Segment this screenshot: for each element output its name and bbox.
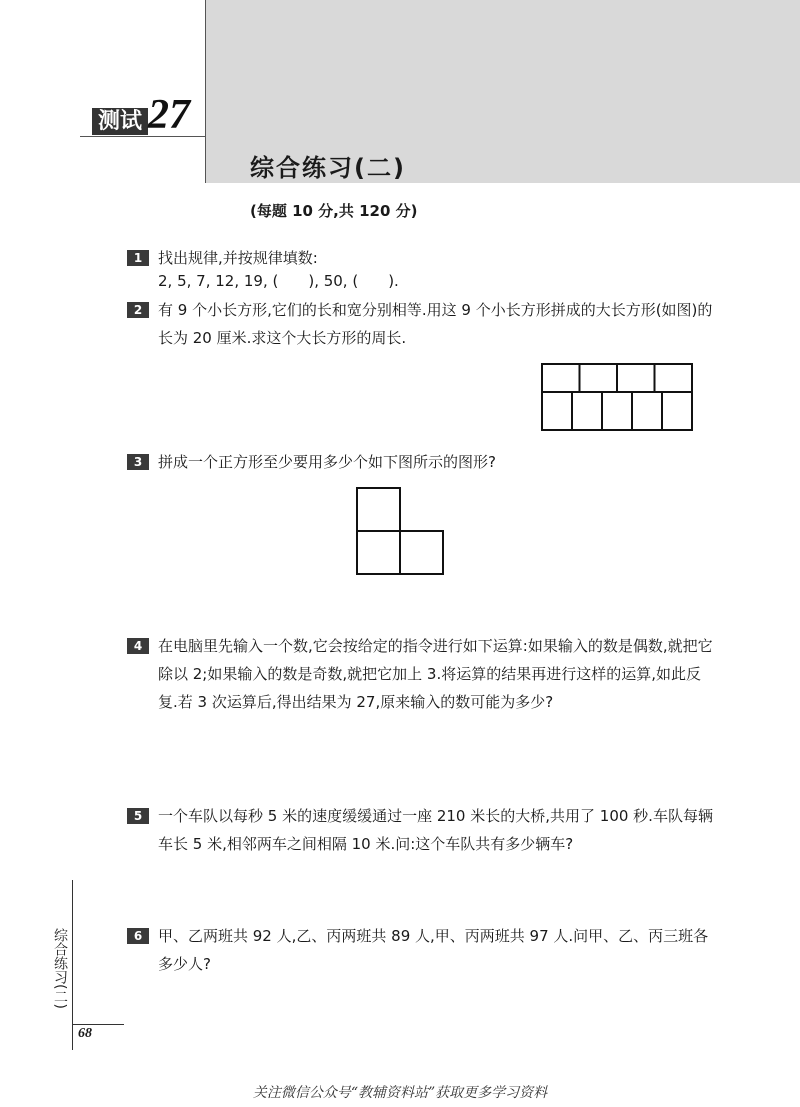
question-text-1: 找出规律,并按规律填数: [158, 249, 318, 267]
bottom-right-square [400, 531, 443, 574]
top-square [357, 488, 400, 531]
question-sequence-1: 2, 5, 7, 12, 19, ( ), 50, ( ). [158, 272, 399, 290]
l-shape-figure [355, 486, 445, 576]
page-title: 综合练习(二) [250, 154, 406, 182]
side-section-label: 综合练习(二) [52, 928, 68, 1009]
question-text-5: 一个车队以每秒 5 米的速度缓缓通过一座 210 米长的大桥,共用了 100 秒.车队每辆车长 5 米,相邻两车之间相隔 10 米.问:这个车队共有多少辆车? [158, 807, 713, 853]
question-text-4: 在电脑里先输入一个数,它会按给定的指令进行如下运算:如果输入的数是偶数,就把它除以 2;如果输入的数是奇数,就把它加上 3.将运算的结果再进行这样的运算,如此反复.若 3 次运算后,得出结果为 27,原来输入的数可能为多少? [158, 637, 713, 711]
question-number-4: 4 [127, 638, 149, 654]
rectangle-figure [540, 362, 694, 432]
question-text-3: 拼成一个正方形至少要用多少个如下图所示的图形? [158, 453, 496, 471]
question-text-2: 有 9 个小长方形,它们的长和宽分别相等.用这 9 个小长方形拼成的大长方形(如图)的长为 20 厘米.求这个大长方形的周长. [158, 301, 713, 347]
page-number: 68 [78, 1026, 92, 1041]
question-number-1: 1 [127, 250, 149, 266]
question-number-2: 2 [127, 302, 149, 318]
scoring-note: (每题 10 分,共 120 分) [250, 202, 418, 220]
question-text-6: 甲、乙两班共 92 人,乙、丙两班共 89 人,甲、丙两班共 97 人.问甲、乙、丙三班各多少人? [158, 927, 709, 973]
test-number: 27 [148, 92, 190, 138]
bottom-left-square [357, 531, 400, 574]
page-number-rule [72, 1024, 124, 1025]
question-number-6: 6 [127, 928, 149, 944]
question-number-3: 3 [127, 454, 149, 470]
test-badge: 测试 [92, 108, 148, 135]
header-divider-vertical [205, 0, 206, 183]
footer-note: 关注微信公众号“教辅资料站”获取更多学习资料 [252, 1085, 548, 1101]
question-number-5: 5 [127, 808, 149, 824]
